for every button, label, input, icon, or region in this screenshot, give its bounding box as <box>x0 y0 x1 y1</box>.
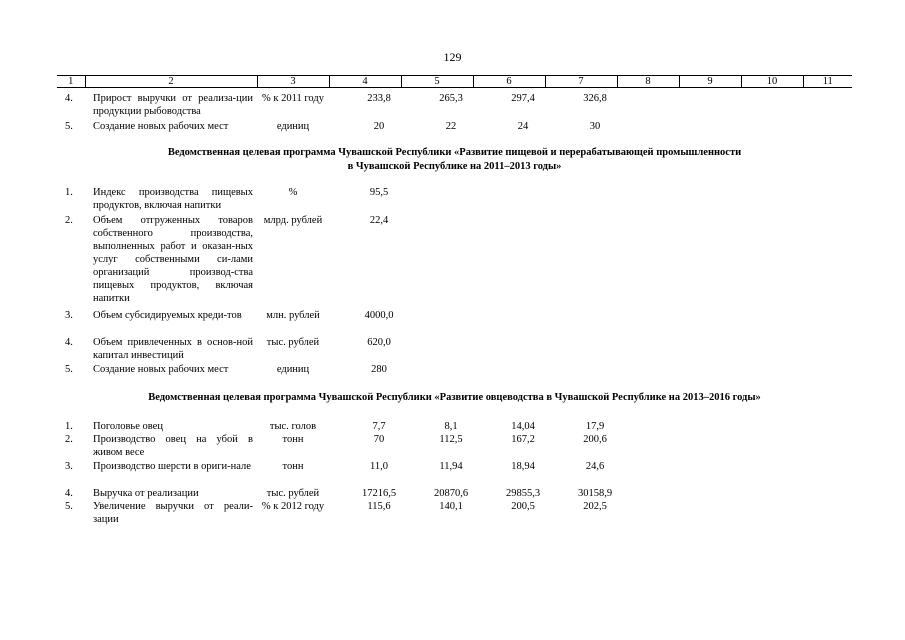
unit: тыс. голов <box>269 421 317 432</box>
indicator-name: Прирост выручки от реализа-ции продукции рыбоводства <box>93 93 253 117</box>
column-header: 3 <box>257 76 329 88</box>
indicator-name: Увеличение выручки от реали-зации <box>93 501 253 525</box>
section-title <box>57 146 852 174</box>
row-number: 5. <box>65 121 73 132</box>
value-col6: 200,5 <box>511 501 535 512</box>
value-col6: 167,2 <box>511 434 535 445</box>
page-number: 129 <box>443 50 462 64</box>
indicator-name: Индекс производства пищевых продуктов, включая напитки <box>93 187 253 211</box>
value-col5: 11,94 <box>439 461 463 472</box>
indicator-name: Производство шерсти в ориги-нале <box>93 461 251 472</box>
column-header: 10 <box>741 76 803 88</box>
row-number: 5. <box>65 501 73 512</box>
column-header: 2 <box>85 76 257 88</box>
row-number: 3. <box>65 310 73 321</box>
value-col7: 30158,9 <box>577 488 613 499</box>
column-header: 7 <box>545 76 617 88</box>
row-number: 1. <box>65 187 73 198</box>
column-header: 9 <box>679 76 741 88</box>
value-col4: 4000,0 <box>364 310 394 321</box>
value-col4: 70 <box>373 434 385 445</box>
unit: тонн <box>282 434 304 445</box>
row-number: 2. <box>65 434 73 445</box>
column-header: 1 <box>57 76 85 88</box>
unit: % к 2012 году <box>261 501 325 512</box>
value-col6: 14,04 <box>511 421 535 432</box>
value-col5: 20870,6 <box>433 488 469 499</box>
unit: % к 2011 году <box>262 93 324 104</box>
column-header: 8 <box>617 76 679 88</box>
value-col5: 112,5 <box>439 434 463 445</box>
value-col7: 17,9 <box>585 421 605 432</box>
indicator-name: Выручка от реализации <box>93 488 199 499</box>
value-col4: 7,7 <box>372 421 386 432</box>
section-title <box>57 391 852 405</box>
unit: тыс. рублей <box>266 488 320 499</box>
indicator-name: Создание новых рабочих мест <box>93 364 229 375</box>
unit: единиц <box>276 364 310 375</box>
unit: тонн <box>282 461 304 472</box>
value-col5: 140,1 <box>439 501 463 512</box>
row-number: 2. <box>65 215 73 226</box>
column-header: 5 <box>401 76 473 88</box>
column-header: 6 <box>473 76 545 88</box>
column-header-row <box>57 76 852 88</box>
section-title-line: в Чувашской Республике на 2011–2013 годы» <box>347 161 562 172</box>
row-number: 5. <box>65 364 73 375</box>
indicator-name: Объем субсидируемых креди-тов <box>93 310 242 321</box>
value-col5: 265,3 <box>439 93 463 104</box>
value-col4: 233,8 <box>367 93 391 104</box>
unit: % <box>288 187 298 198</box>
section-title-line: Ведомственная целевая программа Чувашской Республики «Развитие пищевой и перерабатывающей промышленности <box>167 147 742 158</box>
indicator-name: Поголовье овец <box>93 421 163 432</box>
value-col7: 202,5 <box>583 501 607 512</box>
value-col4: 115,6 <box>367 501 391 512</box>
value-col4: 95,5 <box>369 187 389 198</box>
indicator-name: Создание новых рабочих мест <box>93 121 229 132</box>
unit: млрд. рублей <box>263 215 323 226</box>
row-number: 3. <box>65 461 73 472</box>
value-col5: 22 <box>445 121 457 132</box>
column-header: 11 <box>803 76 852 88</box>
column-header-table <box>57 75 852 88</box>
value-col6: 297,4 <box>511 93 535 104</box>
row-number: 4. <box>65 488 73 499</box>
value-col4: 17216,5 <box>361 488 397 499</box>
value-col4: 20 <box>373 121 385 132</box>
column-header: 4 <box>329 76 401 88</box>
indicator-name: Объем отгруженных товаров собственного производства, выполненных работ и оказан-ных услуг собственными си-лами организаций производ-ства пищевых продуктов, включая напитки <box>93 215 253 304</box>
value-col4: 620,0 <box>367 337 391 348</box>
value-col4: 22,4 <box>369 215 389 226</box>
row-number: 1. <box>65 421 73 432</box>
value-col7: 326,8 <box>583 93 607 104</box>
row-number: 4. <box>65 337 73 348</box>
section-title-line: Ведомственная целевая программа Чувашской Республики «Развитие овцеводства в Чувашской Республике на 2013–2016 годы» <box>148 392 761 403</box>
value-col4: 11,0 <box>370 461 388 472</box>
indicator-name: Производство овец на убой в живом весе <box>93 434 253 458</box>
unit: млн. рублей <box>266 310 320 321</box>
value-col6: 24 <box>517 121 529 132</box>
value-col4: 280 <box>371 364 387 375</box>
value-col5: 8,1 <box>444 421 458 432</box>
value-col7: 24,6 <box>585 461 605 472</box>
value-col7: 200,6 <box>583 434 607 445</box>
value-col7: 30 <box>589 121 601 132</box>
row-number: 4. <box>65 93 73 104</box>
value-col6: 18,94 <box>511 461 535 472</box>
unit: тыс. рублей <box>266 337 320 348</box>
unit: единиц <box>276 121 310 132</box>
value-col6: 29855,3 <box>505 488 541 499</box>
indicator-name: Объем привлеченных в основ-ной капитал инвестиций <box>93 337 253 361</box>
